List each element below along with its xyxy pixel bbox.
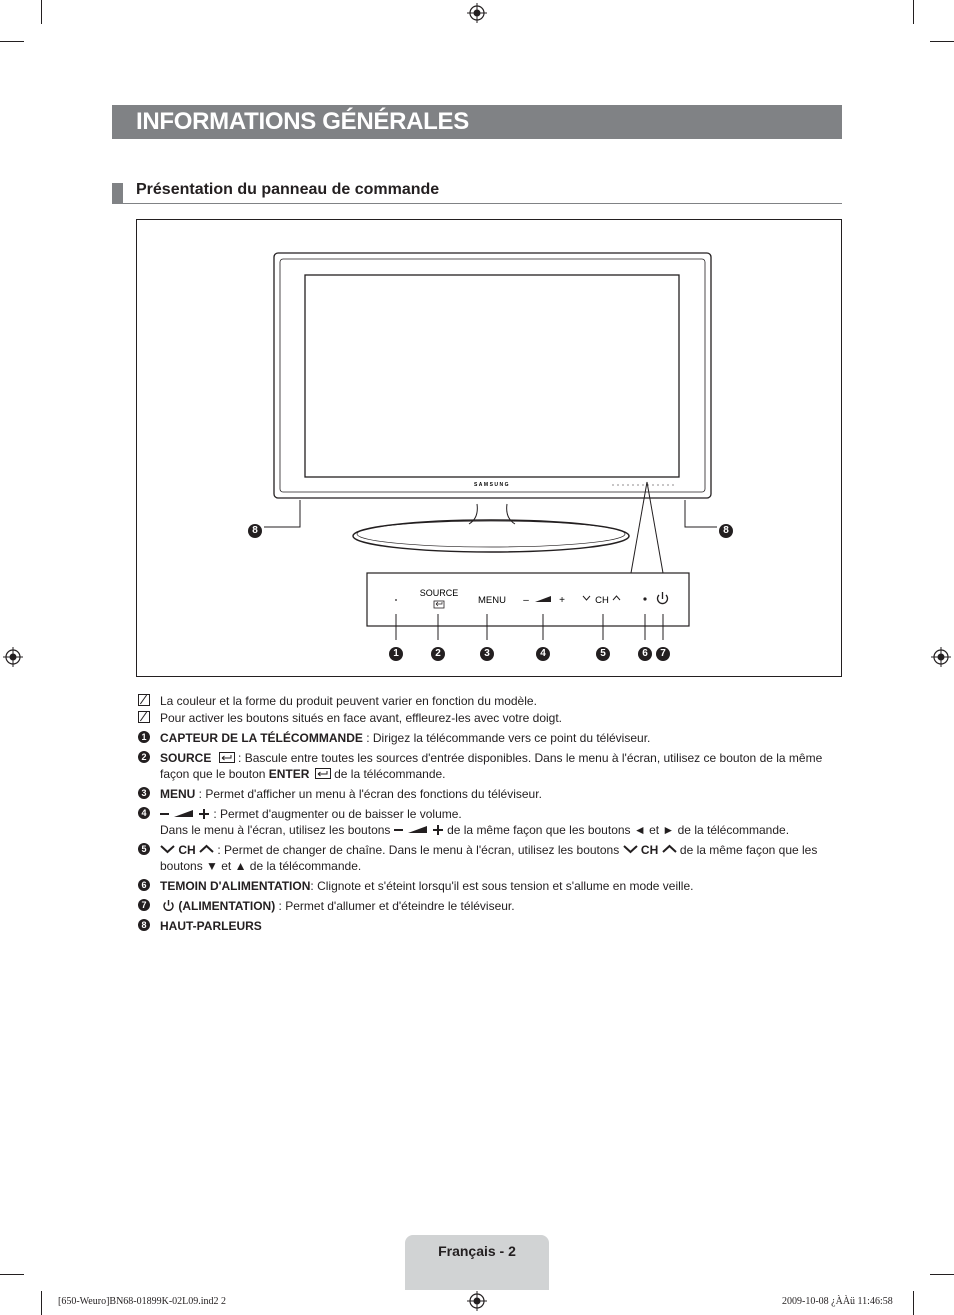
registration-mark-icon	[467, 3, 487, 23]
note-item: Pour activer les boutons situés en face avant, effleurez-les avec votre doigt.	[138, 710, 838, 726]
callout-8-right: 8	[719, 520, 733, 538]
list-item: 3 MENU : Permet d'afficher un menu à l'écran des fonctions du téléviseur.	[138, 786, 838, 802]
slug-left: [650-Weuro]BN68-01899K-02L09.ind2 2	[58, 1296, 227, 1307]
source-label: SOURCE	[419, 588, 459, 598]
note-item: La couleur et la forme du produit peuvent varier en fonction du modèle.	[138, 693, 838, 709]
callout-4: 4	[536, 643, 550, 661]
list-item: 2 SOURCE : Bascule entre toutes les sources d'entrée disponibles. Dans le menu à l'écran, utilisez ce bouton de la même façon que le bouton ENTER de la télécommande.	[138, 750, 838, 782]
note-icon	[138, 711, 150, 723]
page-title: INFORMATIONS GÉNÉRALES	[136, 108, 469, 135]
volume-plus-label: +	[559, 595, 565, 606]
list-item: 5 CH : Permet de changer de chaîne. Dans le menu à l'écran, utilisez les boutons CH de la même façon que les boutons ▼ et ▲ de la télécommande.	[138, 842, 838, 874]
crop-mark	[0, 1274, 24, 1275]
section-title: Présentation du panneau de commande	[136, 181, 440, 198]
volume-minus-label: –	[523, 595, 529, 606]
callout-5: 5	[596, 643, 610, 661]
crop-mark	[930, 1274, 954, 1275]
callout-6: 6	[638, 643, 652, 661]
registration-mark-icon	[3, 647, 23, 667]
slug-right: 2009-10-08 ¿ÀÀü 11:46:58	[782, 1296, 893, 1307]
note-icon	[138, 694, 150, 706]
callout-8-left: 8	[248, 520, 262, 538]
list-item: 7 (ALIMENTATION) : Permet d'allumer et d'éteindre le téléviseur.	[138, 898, 838, 914]
list-item: 6 TEMOIN D'ALIMENTATION: Clignote et s'éteint lorsqu'il est sous tension et s'allume en mode veille.	[138, 878, 838, 894]
callout-1: 1	[389, 643, 403, 661]
list-item: 4 : Permet d'augmenter ou de baisser le volume. Dans le menu à l'écran, utilisez les boutons de la même façon que les boutons ◄ et ► de la télécommande.	[138, 806, 838, 838]
callout-3: 3	[480, 643, 494, 661]
list-item: 8 HAUT-PARLEURS	[138, 918, 838, 934]
section-underline	[123, 203, 842, 204]
description-list	[138, 693, 838, 938]
callout-line-8-right	[685, 500, 717, 527]
crop-mark	[41, 1291, 42, 1315]
registration-mark-icon	[931, 647, 951, 667]
power-indicator-icon	[643, 597, 646, 600]
tv-screen	[305, 275, 679, 477]
menu-label: MENU	[478, 595, 506, 606]
remote-sensor-icon	[395, 599, 397, 601]
ch-label: CH	[595, 595, 609, 606]
callout-2: 2	[431, 643, 445, 661]
crop-mark	[41, 0, 42, 24]
enter-icon	[315, 768, 331, 779]
brand-logo: SAMSUNG	[473, 482, 511, 488]
page-number: Français - 2	[438, 1243, 516, 1259]
page-title-bar	[112, 105, 842, 139]
enter-icon	[219, 752, 235, 763]
volume-minus-plus-icon	[394, 824, 444, 835]
chevron-down-icon	[160, 844, 175, 854]
page-number-tab	[405, 1235, 549, 1290]
callout-line-8-left	[264, 500, 300, 527]
chevron-down-icon	[623, 844, 638, 854]
section-marker	[112, 183, 123, 204]
crop-mark	[0, 41, 24, 42]
callout-7: 7	[656, 643, 670, 661]
tv-illustration	[137, 220, 841, 676]
crop-mark	[913, 1291, 914, 1315]
stand-base-inner	[357, 521, 625, 547]
list-item: 1 CAPTEUR DE LA TÉLÉCOMMANDE : Dirigez la télécommande vers ce point du téléviseur.	[138, 730, 838, 746]
power-icon	[162, 899, 175, 912]
volume-minus-plus-icon	[160, 808, 210, 819]
crop-mark	[913, 0, 914, 24]
registration-mark-icon	[467, 1291, 487, 1311]
control-panel-figure	[136, 219, 842, 677]
chevron-up-icon	[199, 844, 214, 854]
chevron-up-icon	[662, 844, 677, 854]
crop-mark	[930, 41, 954, 42]
